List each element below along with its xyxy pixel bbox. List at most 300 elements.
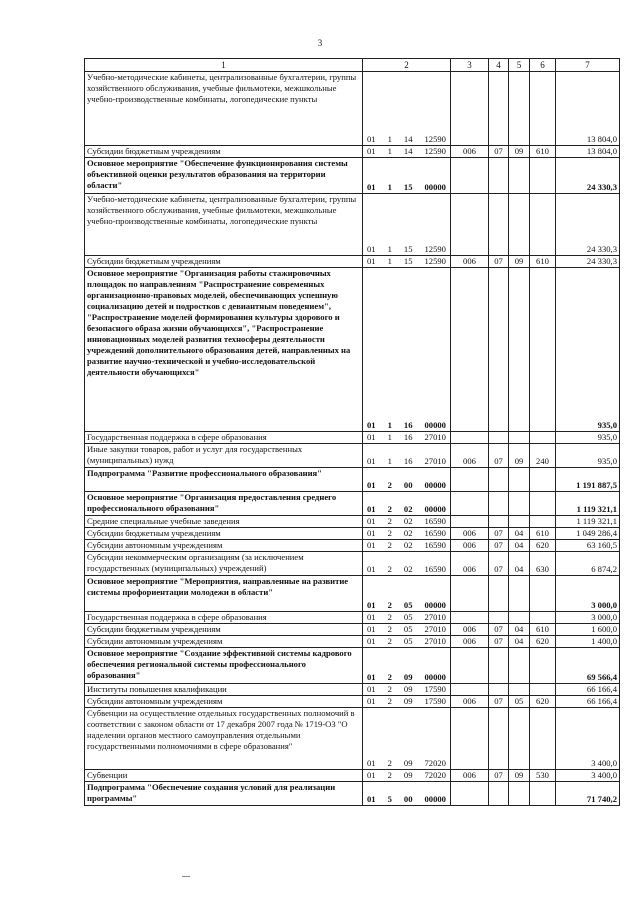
table-row	[85, 708, 620, 770]
col-c4: 07	[489, 552, 509, 576]
col-c3: 006	[451, 552, 489, 576]
row-name: Основное мероприятие "Создание эффективной системы кадрового обеспечения региональной системы профессионального образования"	[85, 648, 363, 684]
code-part: 01	[367, 794, 376, 804]
col-c4	[489, 612, 509, 624]
col-c4: 07	[489, 146, 509, 158]
row-name: Основное мероприятие "Организация предоставления среднего профессионального образования"	[85, 492, 363, 516]
amount-value: 63 160,5	[556, 540, 620, 552]
code-part: 2	[387, 516, 392, 526]
code-part: 01	[367, 256, 376, 266]
code-part: 27010	[424, 636, 446, 646]
code-part: 1	[387, 182, 392, 192]
col-c3	[451, 194, 489, 256]
row-name: Субсидии бюджетным учреждениям	[85, 146, 363, 158]
amount-value: 13 804,0	[556, 72, 620, 146]
table-row	[85, 468, 620, 492]
table-row	[85, 624, 620, 636]
program-code	[363, 624, 451, 636]
code-part: 01	[367, 636, 376, 646]
col-c4	[489, 516, 509, 528]
code-part: 02	[403, 516, 413, 526]
amount-value: 24 330,3	[556, 158, 620, 194]
col-c3: 006	[451, 540, 489, 552]
code-part: 1	[387, 134, 392, 144]
col-c6	[530, 516, 556, 528]
col-c6: 610	[530, 528, 556, 540]
col-c5	[509, 576, 530, 612]
col-c6: 530	[530, 770, 556, 782]
code-part: 2	[387, 770, 392, 780]
code-part: 2	[387, 612, 392, 622]
program-code	[363, 516, 451, 528]
code-part: 1	[387, 420, 392, 430]
code-part: 01	[367, 600, 376, 610]
code-part: 16590	[424, 528, 446, 538]
code-part: 09	[403, 684, 413, 694]
code-part: 02	[403, 504, 413, 514]
code-part: 16590	[424, 516, 446, 526]
col-c4: 07	[489, 528, 509, 540]
table-row	[85, 540, 620, 552]
code-part: 2	[387, 480, 392, 490]
amount-value: 1 119 321,1	[556, 492, 620, 516]
col-c6: 620	[530, 540, 556, 552]
amount-value: 3 400,0	[556, 708, 620, 770]
col-c6: 610	[530, 256, 556, 268]
program-code	[363, 158, 451, 194]
row-name: Субсидии бюджетным учреждениям	[85, 624, 363, 636]
code-part: 1	[387, 244, 392, 254]
col-c5	[509, 612, 530, 624]
code-part: 14	[403, 146, 413, 156]
col-c4: 07	[489, 696, 509, 708]
table-row	[85, 636, 620, 648]
col-c3: 006	[451, 256, 489, 268]
table-row	[85, 444, 620, 468]
code-part: 01	[367, 758, 376, 768]
code-part: 01	[367, 672, 376, 682]
code-part: 00	[403, 794, 413, 804]
table-body	[85, 72, 620, 806]
row-name: Субвенции на осуществление отдельных государственных полномочий в соответствии с законом области от 17 декабря 2007 года № 1719-ОЗ "О наделении органов местного самоуправления отдельными государственными полномочиями в сфере образования"	[85, 708, 363, 770]
code-part: 16	[403, 432, 413, 442]
amount-value: 935,0	[556, 268, 620, 432]
code-part: 09	[403, 770, 413, 780]
code-part: 00000	[424, 420, 446, 430]
code-part: 2	[387, 696, 392, 706]
code-part: 2	[387, 624, 392, 634]
program-code	[363, 770, 451, 782]
col-c6	[530, 268, 556, 432]
col-c5	[509, 516, 530, 528]
col-c3: 006	[451, 528, 489, 540]
code-part: 16590	[424, 564, 446, 574]
col-c3: 006	[451, 624, 489, 636]
col-c5	[509, 268, 530, 432]
code-part: 1	[387, 456, 392, 466]
code-part: 01	[367, 540, 376, 550]
code-part: 05	[403, 636, 413, 646]
col-c6	[530, 576, 556, 612]
code-part: 01	[367, 456, 376, 466]
code-part: 01	[367, 684, 376, 694]
code-part: 01	[367, 624, 376, 634]
program-code	[363, 540, 451, 552]
code-part: 16	[403, 420, 413, 430]
col-c5: 05	[509, 696, 530, 708]
code-part: 05	[403, 612, 413, 622]
col-c5: 09	[509, 146, 530, 158]
program-code	[363, 636, 451, 648]
row-name: Субсидии бюджетным учреждениям	[85, 256, 363, 268]
table-row	[85, 696, 620, 708]
code-part: 2	[387, 540, 392, 550]
col-c4: 07	[489, 624, 509, 636]
amount-value: 6 874,2	[556, 552, 620, 576]
col-c3: 006	[451, 444, 489, 468]
col-c4	[489, 432, 509, 444]
col-c6	[530, 684, 556, 696]
code-part: 01	[367, 564, 376, 574]
col-c3	[451, 268, 489, 432]
code-part: 02	[403, 528, 413, 538]
col-c4: 07	[489, 256, 509, 268]
col-c6: 610	[530, 624, 556, 636]
amount-value: 24 330,3	[556, 256, 620, 268]
row-name: Учебно-методические кабинеты, централизованные бухгалтерии, группы хозяйственного обслуживания, учебные фильмотеки, межшкольные учебно-производственные комбинаты, логопедические пункты	[85, 72, 363, 146]
col-c6: 620	[530, 696, 556, 708]
col-c3	[451, 468, 489, 492]
code-part: 2	[387, 758, 392, 768]
row-name: Государственная поддержка в сфере образования	[85, 612, 363, 624]
code-part: 12590	[424, 244, 446, 254]
table-row	[85, 492, 620, 516]
code-part: 01	[367, 770, 376, 780]
code-part: 15	[403, 244, 413, 254]
col-c5	[509, 782, 530, 806]
amount-value: 1 049 286,4	[556, 528, 620, 540]
row-name: Субсидии автономным учреждениям	[85, 696, 363, 708]
table-row	[85, 268, 620, 432]
amount-value: 13 804,0	[556, 146, 620, 158]
amount-value: 24 330,3	[556, 194, 620, 256]
table-row	[85, 432, 620, 444]
col-c4	[489, 708, 509, 770]
col-c4	[489, 782, 509, 806]
header-cell: 4	[489, 59, 509, 72]
code-part: 2	[387, 564, 392, 574]
col-c3	[451, 684, 489, 696]
scan-mark	[182, 876, 190, 877]
header-cell: 1	[85, 59, 363, 72]
col-c4	[489, 576, 509, 612]
col-c4	[489, 648, 509, 684]
col-c6	[530, 432, 556, 444]
program-code	[363, 684, 451, 696]
program-code	[363, 708, 451, 770]
col-c3: 006	[451, 696, 489, 708]
amount-value: 1 600,0	[556, 624, 620, 636]
code-part: 01	[367, 612, 376, 622]
row-name: Субсидии автономным учреждениям	[85, 540, 363, 552]
program-code	[363, 146, 451, 158]
code-part: 2	[387, 528, 392, 538]
col-c4: 07	[489, 444, 509, 468]
code-part: 01	[367, 516, 376, 526]
table-row	[85, 576, 620, 612]
code-part: 5	[387, 794, 392, 804]
col-c5	[509, 492, 530, 516]
amount-value: 3 000,0	[556, 576, 620, 612]
col-c5	[509, 194, 530, 256]
col-c3: 006	[451, 770, 489, 782]
col-c5: 09	[509, 256, 530, 268]
code-part: 09	[403, 758, 413, 768]
col-c3	[451, 708, 489, 770]
amount-value: 66 166,4	[556, 684, 620, 696]
col-c5	[509, 432, 530, 444]
code-part: 17590	[424, 696, 446, 706]
program-code	[363, 696, 451, 708]
table-row	[85, 516, 620, 528]
code-part: 00000	[424, 480, 446, 490]
header-row	[85, 59, 620, 72]
code-part: 01	[367, 480, 376, 490]
code-part: 00000	[424, 600, 446, 610]
table-row	[85, 72, 620, 146]
row-name: Учебно-методические кабинеты, централизованные бухгалтерии, группы хозяйственного обслуживания, учебные фильмотеки, межшкольные учебно-производственные комбинаты, логопедические пункты	[85, 194, 363, 256]
amount-value: 1 400,0	[556, 636, 620, 648]
amount-value: 69 566,4	[556, 648, 620, 684]
code-part: 12590	[424, 134, 446, 144]
col-c3	[451, 612, 489, 624]
row-name: Средние специальные учебные заведения	[85, 516, 363, 528]
code-part: 1	[387, 432, 392, 442]
col-c6	[530, 158, 556, 194]
code-part: 00000	[424, 794, 446, 804]
code-part: 00000	[424, 672, 446, 682]
col-c4	[489, 72, 509, 146]
col-c6	[530, 194, 556, 256]
col-c5	[509, 648, 530, 684]
code-part: 01	[367, 504, 376, 514]
col-c5	[509, 684, 530, 696]
amount-value: 935,0	[556, 432, 620, 444]
amount-value: 66 166,4	[556, 696, 620, 708]
code-part: 02	[403, 540, 413, 550]
col-c4: 07	[489, 636, 509, 648]
code-part: 2	[387, 504, 392, 514]
code-part: 14	[403, 134, 413, 144]
col-c3	[451, 782, 489, 806]
col-c4	[489, 468, 509, 492]
col-c3	[451, 516, 489, 528]
table-row	[85, 194, 620, 256]
code-part: 05	[403, 600, 413, 610]
col-c6	[530, 612, 556, 624]
amount-value: 1 119 321,1	[556, 516, 620, 528]
code-part: 1	[387, 146, 392, 156]
code-part: 1	[387, 256, 392, 266]
row-name: Субсидии некоммерческим организациям (за исключением государственных (муниципальных) учреждений)	[85, 552, 363, 576]
col-c5: 09	[509, 770, 530, 782]
row-name: Субсидии бюджетным учреждениям	[85, 528, 363, 540]
table-row	[85, 158, 620, 194]
header-cell: 3	[451, 59, 489, 72]
row-name: Государственная поддержка в сфере образования	[85, 432, 363, 444]
header-cell: 7	[556, 59, 620, 72]
program-code	[363, 528, 451, 540]
col-c5: 09	[509, 444, 530, 468]
program-code	[363, 256, 451, 268]
program-code	[363, 576, 451, 612]
code-part: 05	[403, 624, 413, 634]
code-part: 01	[367, 528, 376, 538]
col-c6	[530, 782, 556, 806]
col-c3	[451, 72, 489, 146]
program-code	[363, 648, 451, 684]
amount-value: 3 400,0	[556, 770, 620, 782]
code-part: 27010	[424, 456, 446, 466]
table-row	[85, 552, 620, 576]
program-code	[363, 552, 451, 576]
col-c5	[509, 468, 530, 492]
row-name: Подпрограмма "Обеспечение создания условий для реализации программы"	[85, 782, 363, 806]
code-part: 17590	[424, 684, 446, 694]
col-c5	[509, 158, 530, 194]
col-c5: 04	[509, 624, 530, 636]
col-c6	[530, 492, 556, 516]
program-code	[363, 72, 451, 146]
row-name: Институты повышения квалификации	[85, 684, 363, 696]
code-part: 01	[367, 420, 376, 430]
col-c6: 610	[530, 146, 556, 158]
code-part: 02	[403, 564, 413, 574]
code-part: 15	[403, 182, 413, 192]
program-code	[363, 492, 451, 516]
table-row	[85, 528, 620, 540]
budget-table	[84, 58, 620, 806]
amount-value: 71 740,2	[556, 782, 620, 806]
row-name: Субвенции	[85, 770, 363, 782]
program-code	[363, 194, 451, 256]
code-part: 2	[387, 672, 392, 682]
header-cell: 6	[530, 59, 556, 72]
amount-value: 1 191 887,5	[556, 468, 620, 492]
col-c6	[530, 72, 556, 146]
code-part: 01	[367, 696, 376, 706]
row-name: Подпрограмма "Развитие профессионального образования"	[85, 468, 363, 492]
code-part: 27010	[424, 432, 446, 442]
col-c3	[451, 158, 489, 194]
code-part: 72020	[424, 770, 446, 780]
code-part: 01	[367, 182, 376, 192]
row-name: Иные закупки товаров, работ и услуг для государственных (муниципальных) нужд	[85, 444, 363, 468]
code-part: 00000	[424, 182, 446, 192]
code-part: 2	[387, 636, 392, 646]
col-c5: 04	[509, 540, 530, 552]
table-row	[85, 782, 620, 806]
amount-value: 3 000,0	[556, 612, 620, 624]
col-c5	[509, 72, 530, 146]
col-c4: 07	[489, 540, 509, 552]
page-number: 3	[317, 38, 323, 48]
row-name: Основное мероприятие "Организация работы стажировочных площадок по направлениям "Распространение современных организационно-правовых моделей, обеспечивающих успешную социализацию детей и подростков с девиантным поведением", "Распространение моделей формирования культуры здорового и безопасного образа жизни обучающихся", "Распространение инновационных моделей развития техносферы деятельности учреждений дополнительного образования детей, направленных на развитие научно-технической и учебно-исследовательской деятельности обучающихся"	[85, 268, 363, 432]
code-part: 12590	[424, 256, 446, 266]
col-c4	[489, 268, 509, 432]
amount-value: 935,0	[556, 444, 620, 468]
code-part: 01	[367, 146, 376, 156]
header-cell: 2	[363, 59, 451, 72]
col-c5: 04	[509, 552, 530, 576]
col-c6	[530, 468, 556, 492]
table-row	[85, 146, 620, 158]
col-c4: 07	[489, 770, 509, 782]
table-row	[85, 684, 620, 696]
col-c6: 240	[530, 444, 556, 468]
col-c6: 630	[530, 552, 556, 576]
col-c3	[451, 648, 489, 684]
program-code	[363, 782, 451, 806]
program-code	[363, 432, 451, 444]
code-part: 01	[367, 244, 376, 254]
program-code	[363, 268, 451, 432]
program-code	[363, 612, 451, 624]
code-part: 16590	[424, 540, 446, 550]
header-cell: 5	[509, 59, 530, 72]
col-c6	[530, 708, 556, 770]
table-row	[85, 256, 620, 268]
code-part: 2	[387, 600, 392, 610]
col-c4	[489, 194, 509, 256]
row-name: Основное мероприятие "Обеспечение функционирования системы объективной оценки результатов образования на территории области"	[85, 158, 363, 194]
col-c5: 04	[509, 528, 530, 540]
col-c3: 006	[451, 146, 489, 158]
row-name: Субсидии автономным учреждениям	[85, 636, 363, 648]
code-part: 09	[403, 696, 413, 706]
col-c4	[489, 158, 509, 194]
col-c4	[489, 492, 509, 516]
table-row	[85, 770, 620, 782]
table-row	[85, 648, 620, 684]
col-c6	[530, 648, 556, 684]
row-name: Основное мероприятие "Мероприятия, направленные на развитие системы профориентации молодежи в области"	[85, 576, 363, 612]
code-part: 72020	[424, 758, 446, 768]
code-part: 00000	[424, 504, 446, 514]
col-c3	[451, 576, 489, 612]
code-part: 01	[367, 134, 376, 144]
col-c3	[451, 432, 489, 444]
col-c3: 006	[451, 636, 489, 648]
table-row	[85, 612, 620, 624]
col-c3	[451, 492, 489, 516]
col-c6: 620	[530, 636, 556, 648]
code-part: 27010	[424, 612, 446, 622]
code-part: 15	[403, 256, 413, 266]
code-part: 00	[403, 480, 413, 490]
code-part: 2	[387, 684, 392, 694]
code-part: 12590	[424, 146, 446, 156]
program-code	[363, 444, 451, 468]
code-part: 16	[403, 456, 413, 466]
code-part: 27010	[424, 624, 446, 634]
col-c5: 04	[509, 636, 530, 648]
col-c5	[509, 708, 530, 770]
code-part: 01	[367, 432, 376, 442]
program-code	[363, 468, 451, 492]
code-part: 09	[403, 672, 413, 682]
col-c4	[489, 684, 509, 696]
